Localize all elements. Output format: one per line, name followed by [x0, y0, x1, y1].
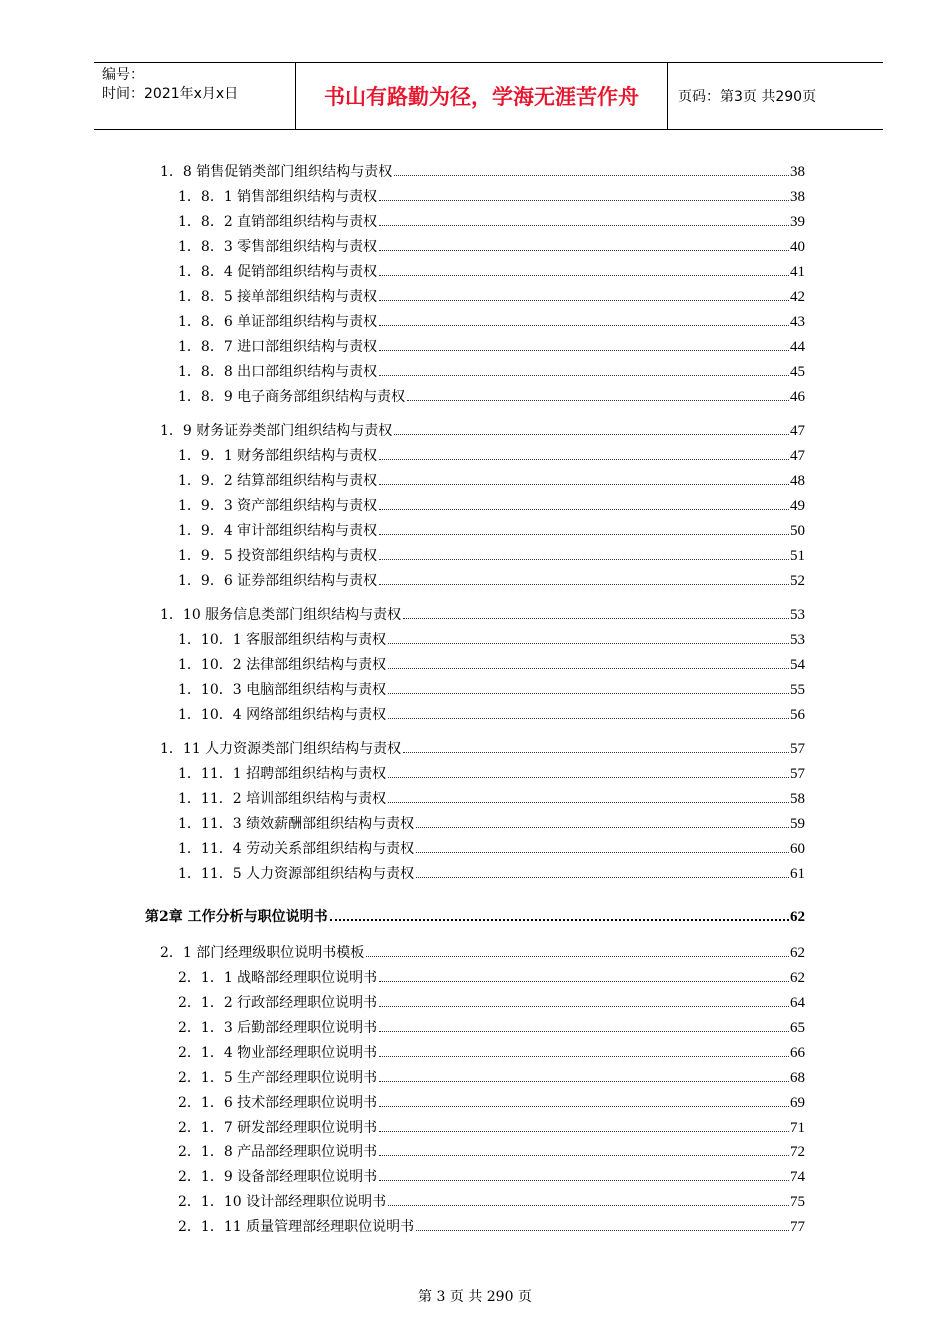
toc-entry[interactable]	[178, 963, 805, 987]
toc-leader-dots	[379, 583, 789, 585]
toc-entry[interactable]	[178, 759, 805, 783]
toc-entry-page: 55	[790, 682, 805, 698]
toc-entry[interactable]	[178, 1013, 805, 1037]
toc-leader-dots	[379, 1055, 789, 1057]
toc-entry-page: 59	[790, 816, 805, 832]
toc-entry-title: 1．8．3 零售部组织结构与责权	[178, 239, 378, 255]
toc-entry[interactable]	[178, 859, 805, 883]
toc-entry[interactable]	[178, 1212, 805, 1236]
toc-entry[interactable]	[178, 625, 805, 649]
toc-entry[interactable]	[178, 307, 805, 331]
toc-entry-page: 74	[790, 1169, 805, 1185]
toc-leader-dots	[388, 776, 789, 778]
toc-entry[interactable]	[178, 988, 805, 1012]
toc-leader-dots	[379, 458, 789, 460]
toc-entry[interactable]	[178, 1088, 805, 1112]
toc-leader-dots	[416, 826, 789, 828]
toc-entry[interactable]	[178, 700, 805, 724]
toc-entry-title: 1．8．5 接单部组织结构与责权	[178, 289, 378, 305]
toc-entry-page: 62	[790, 970, 805, 986]
toc-entry-page: 44	[790, 339, 805, 355]
toc-leader-dots	[379, 1179, 789, 1181]
toc-leader-dots	[379, 224, 789, 226]
toc-entry-title: 1．8 销售促销类部门组织结构与责权	[160, 164, 393, 180]
toc-entry[interactable]	[178, 182, 805, 206]
toc-entry-title: 2．1．7 研发部经理职位说明书	[178, 1120, 378, 1136]
toc-entry-title: 1．10．4 网络部组织结构与责权	[178, 707, 387, 723]
toc-entry-title: 1．10．2 法律部组织结构与责权	[178, 657, 387, 673]
toc-entry-title: 2．1．6 技术部经理职位说明书	[178, 1095, 378, 1111]
toc-entry-page: 56	[790, 707, 805, 723]
toc-leader-dots	[416, 851, 789, 853]
toc-entry-page: 75	[790, 1194, 805, 1210]
toc-entry-title: 1．8．6 单证部组织结构与责权	[178, 314, 378, 330]
header-page-info: 页码：第3页 共290页	[678, 89, 817, 105]
toc-entry-page: 46	[790, 389, 805, 405]
toc-chapter-entry[interactable]	[145, 902, 805, 926]
toc-entry[interactable]	[178, 516, 805, 540]
toc-entry-page: 48	[790, 473, 805, 489]
toc-entry-title: 1．8．1 销售部组织结构与责权	[178, 189, 378, 205]
toc-entry[interactable]	[160, 938, 805, 962]
toc-entry[interactable]	[178, 257, 805, 281]
toc-entry-page: 41	[790, 264, 805, 280]
header-table	[94, 62, 883, 130]
toc-entry[interactable]	[178, 207, 805, 231]
toc-leader-dots	[379, 1154, 789, 1156]
toc-entry-title: 1．8．2 直销部组织结构与责权	[178, 214, 378, 230]
toc-entry-title: 1．9．4 审计部组织结构与责权	[178, 523, 378, 539]
toc-entry-page: 66	[790, 1045, 805, 1061]
toc-leader-dots	[379, 508, 789, 510]
toc-entry-title: 1．11．5 人力资源部组织结构与责权	[178, 866, 415, 882]
toc-leader-dots	[407, 399, 789, 401]
toc-leader-dots	[379, 533, 789, 535]
toc-entry-page: 38	[790, 164, 805, 180]
toc-entry-page: 64	[790, 995, 805, 1011]
toc-entry-title: 1．10．3 电脑部组织结构与责权	[178, 682, 387, 698]
toc-entry-page: 47	[790, 448, 805, 464]
toc-entry[interactable]	[160, 734, 805, 758]
toc-entry-title: 2．1．11 质量管理部经理职位说明书	[178, 1219, 415, 1235]
toc-leader-dots	[394, 174, 789, 176]
document-number-label: 编号：	[102, 67, 144, 83]
toc-entry-title: 1．9 财务证券类部门组织结构与责权	[160, 423, 393, 439]
toc-entry[interactable]	[178, 541, 805, 565]
toc-entry-title: 1．9．5 投资部组织结构与责权	[178, 548, 378, 564]
toc-entry[interactable]	[160, 600, 805, 624]
toc-entry[interactable]	[178, 650, 805, 674]
toc-entry-page: 62	[790, 945, 805, 961]
toc-entry-title: 1．8．7 进口部组织结构与责权	[178, 339, 378, 355]
toc-leader-dots	[403, 751, 789, 753]
footer-page-number: 第 3 页 共 290 页	[418, 1289, 532, 1305]
toc-entry-title: 1．9．2 结算部组织结构与责权	[178, 473, 378, 489]
toc-entry[interactable]	[178, 675, 805, 699]
toc-leader-dots	[379, 274, 789, 276]
header-motto: 书山有路勤为径，学海无涯苦作舟	[295, 63, 668, 129]
toc-entry[interactable]	[178, 1162, 805, 1186]
toc-entry-page: 60	[790, 841, 805, 857]
toc-entry-title: 1．8．4 促销部组织结构与责权	[178, 264, 378, 280]
toc-entry-page: 61	[790, 866, 805, 882]
toc-entry[interactable]	[178, 232, 805, 256]
toc-leader-dots	[379, 299, 789, 301]
toc-entry-title: 2．1．5 生产部经理职位说明书	[178, 1070, 378, 1086]
toc-entry[interactable]	[178, 466, 805, 490]
toc-leader-dots	[379, 1005, 789, 1007]
toc-entry-page: 52	[790, 573, 805, 589]
toc-leader-dots	[379, 249, 789, 251]
toc-entry[interactable]	[178, 1113, 805, 1137]
toc-entry[interactable]	[178, 1137, 805, 1161]
toc-entry[interactable]	[178, 784, 805, 808]
toc-entry-page: 71	[790, 1120, 805, 1136]
toc-leader-dots	[379, 1130, 789, 1132]
toc-leader-dots	[388, 801, 789, 803]
toc-entry[interactable]	[178, 834, 805, 858]
toc-leader-dots	[388, 717, 789, 719]
toc-entry[interactable]	[178, 382, 805, 406]
toc-entry-page: 57	[790, 766, 805, 782]
toc-entry-title: 1．9．1 财务部组织结构与责权	[178, 448, 378, 464]
toc-entry-title: 1．9．3 资产部组织结构与责权	[178, 498, 378, 514]
toc-entry-page: 77	[790, 1219, 805, 1235]
toc-entry[interactable]	[178, 357, 805, 381]
toc-entry-title: 2．1．9 设备部经理职位说明书	[178, 1169, 378, 1185]
toc-entry-title: 2．1．1 战略部经理职位说明书	[178, 970, 378, 986]
toc-leader-dots	[388, 1204, 789, 1206]
toc-leader-dots	[379, 349, 789, 351]
toc-leader-dots	[379, 374, 789, 376]
toc-entry-title: 第2章 工作分析与职位说明书	[145, 909, 328, 925]
toc-entry[interactable]	[178, 441, 805, 465]
toc-entry-page: 69	[790, 1095, 805, 1111]
toc-entry-page: 50	[790, 523, 805, 539]
toc-entry-page: 42	[790, 289, 805, 305]
toc-leader-dots	[379, 199, 789, 201]
toc-leader-dots	[394, 433, 789, 435]
toc-entry-page: 53	[790, 632, 805, 648]
toc-entry[interactable]	[178, 809, 805, 833]
toc-entry-title: 2．1．2 行政部经理职位说明书	[178, 995, 378, 1011]
toc-entry-page: 51	[790, 548, 805, 564]
page-footer	[0, 1286, 950, 1306]
toc-entry-page: 72	[790, 1144, 805, 1160]
toc-leader-dots	[379, 483, 789, 485]
toc-entry-title: 1．11 人力资源类部门组织结构与责权	[160, 741, 402, 757]
toc-entry-page: 57	[790, 741, 805, 757]
toc-entry-title: 1．9．6 证券部组织结构与责权	[178, 573, 378, 589]
toc-leader-dots	[379, 1030, 789, 1032]
toc-entry[interactable]	[160, 416, 805, 440]
toc-entry[interactable]	[178, 1063, 805, 1087]
toc-entry-page: 47	[790, 423, 805, 439]
toc-leader-dots	[403, 617, 789, 619]
toc-leader-dots	[388, 667, 789, 669]
toc-entry-page: 40	[790, 239, 805, 255]
toc-entry-title: 1．11．2 培训部组织结构与责权	[178, 791, 387, 807]
toc-entry-title: 2．1．8 产品部经理职位说明书	[178, 1144, 378, 1160]
document-time-label: 时间：2021年x月x日	[102, 86, 239, 102]
toc-leader-dots	[388, 692, 789, 694]
toc-entry-title: 2．1．10 设计部经理职位说明书	[178, 1194, 387, 1210]
toc-leader-dots	[379, 1105, 789, 1107]
toc-entry-title: 1．8．9 电子商务部组织结构与责权	[178, 389, 406, 405]
toc-entry-title: 2．1 部门经理级职位说明书模板	[160, 945, 365, 961]
toc-entry-page: 43	[790, 314, 805, 330]
toc-leader-dots	[416, 876, 789, 878]
toc-leader-dots	[379, 980, 789, 982]
toc-entry-page: 62	[790, 909, 805, 925]
toc-leader-dots	[416, 1229, 789, 1231]
toc-entry[interactable]	[178, 491, 805, 515]
toc-entry-title: 1．8．8 出口部组织结构与责权	[178, 364, 378, 380]
toc-leader-dots	[330, 918, 789, 921]
toc-entry[interactable]	[178, 1038, 805, 1062]
toc-leader-dots	[388, 642, 789, 644]
toc-entry-page: 54	[790, 657, 805, 673]
toc-entry[interactable]	[178, 1187, 805, 1211]
toc-entry-page: 65	[790, 1020, 805, 1036]
toc-entry[interactable]	[160, 157, 805, 181]
toc-entry-title: 1．11．3 绩效薪酬部组织结构与责权	[178, 816, 415, 832]
toc-entry[interactable]	[178, 566, 805, 590]
toc-entry-title: 1．10 服务信息类部门组织结构与责权	[160, 607, 402, 623]
toc-entry-page: 49	[790, 498, 805, 514]
toc-entry-title: 1．11．4 劳动关系部组织结构与责权	[178, 841, 415, 857]
toc-entry-title: 1．10．1 客服部组织结构与责权	[178, 632, 387, 648]
toc-entry-page: 38	[790, 189, 805, 205]
toc-entry[interactable]	[178, 282, 805, 306]
toc-entry-title: 2．1．4 物业部经理职位说明书	[178, 1045, 378, 1061]
toc-leader-dots	[379, 558, 789, 560]
toc-leader-dots	[379, 324, 789, 326]
toc-entry-title: 2．1．3 后勤部经理职位说明书	[178, 1020, 378, 1036]
toc-entry-page: 53	[790, 607, 805, 623]
toc-entry-page: 39	[790, 214, 805, 230]
toc-entry-page: 68	[790, 1070, 805, 1086]
toc-leader-dots	[366, 955, 789, 957]
toc-entry-title: 1．11．1 招聘部组织结构与责权	[178, 766, 387, 782]
toc-entry-page: 45	[790, 364, 805, 380]
header-meta	[94, 63, 295, 129]
toc-leader-dots	[379, 1080, 789, 1082]
toc-entry[interactable]	[178, 332, 805, 356]
toc-entry-page: 58	[790, 791, 805, 807]
